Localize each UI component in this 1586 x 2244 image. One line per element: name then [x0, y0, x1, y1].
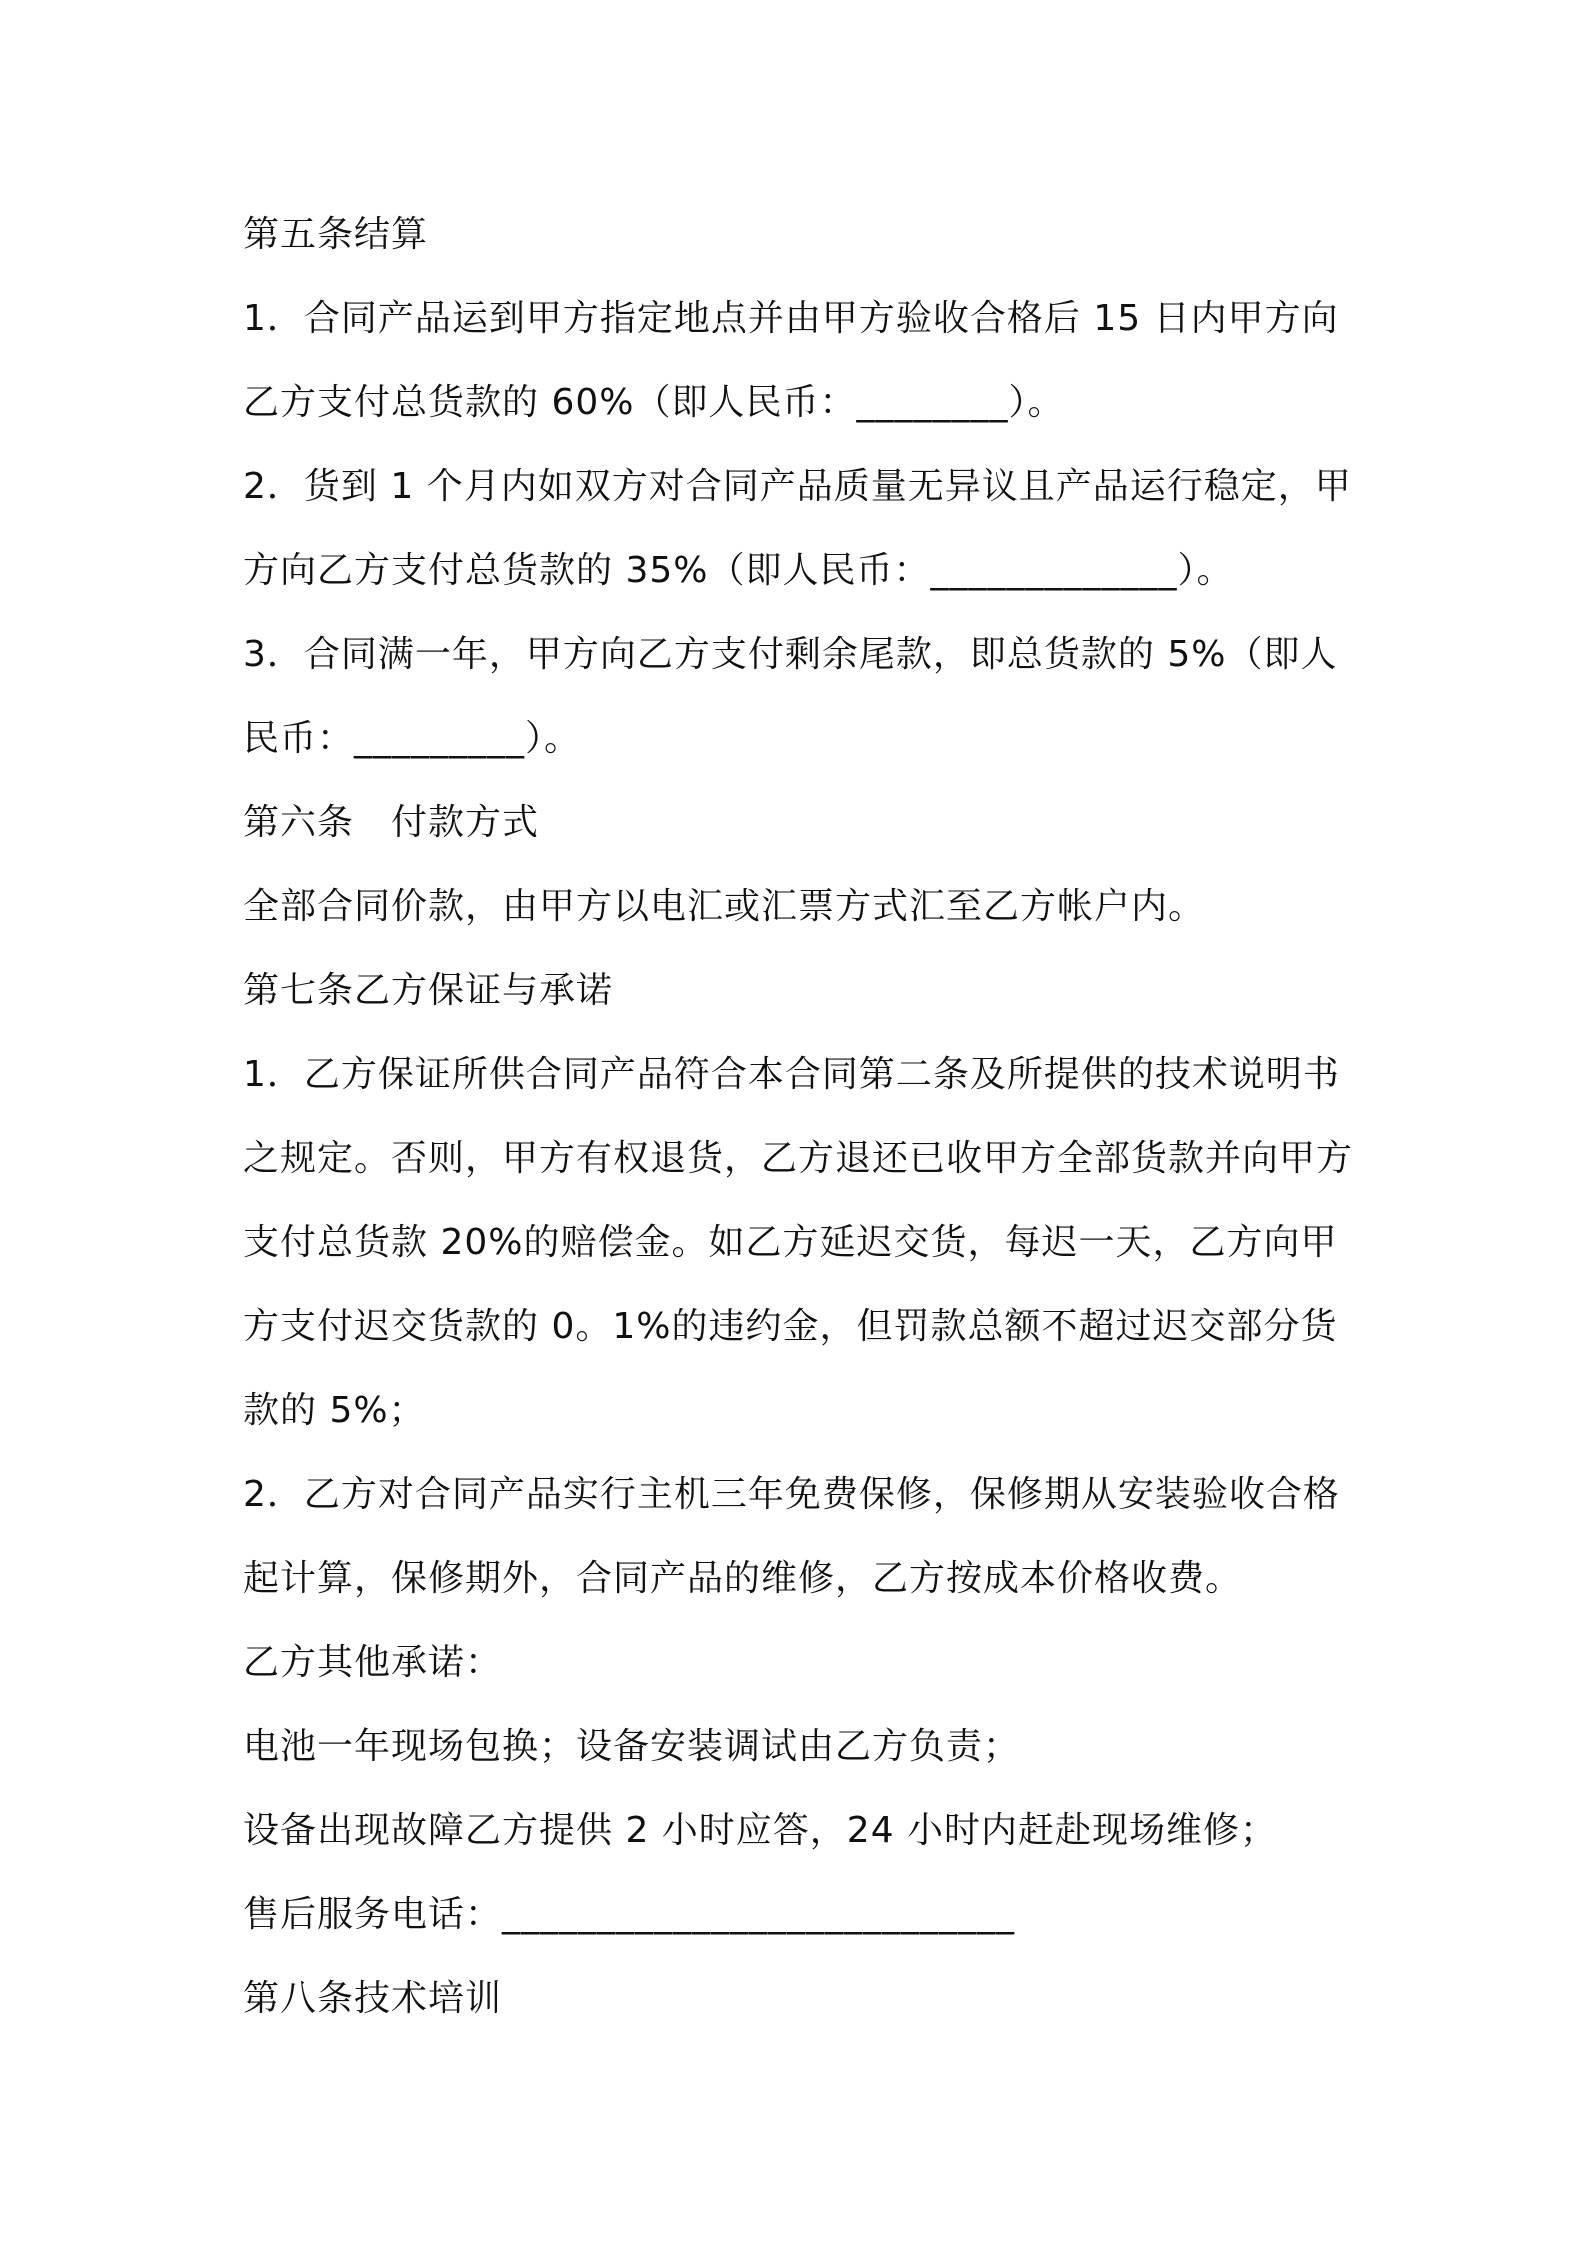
article-5-item-2-line-2: 方向乙方支付总货款的 35%（即人民币：_____________）。 [243, 550, 1234, 591]
article-8-heading: 第八条技术培训 [243, 1978, 503, 2019]
article-6-heading: 第六条 付款方式 [243, 802, 540, 843]
other-commitments-heading: 乙方其他承诺： [243, 1642, 503, 1683]
article-7-item-2-line-1: 2．乙方对合同产品实行主机三年免费保修，保修期从安装验收合格 [243, 1474, 1340, 1515]
service-phone: 售后服务电话：___________________________ [243, 1894, 1016, 1935]
article-7-item-1-line-4: 方支付迟交货款的 0。1%的违约金，但罚款总额不超过迟交部分货 [243, 1306, 1338, 1347]
article-7-item-1-line-3: 支付总货款 20%的赔偿金。如乙方延迟交货，每迟一天，乙方向甲 [243, 1222, 1338, 1263]
article-7-heading: 第七条乙方保证与承诺 [243, 970, 614, 1011]
article-5-item-1-line-1: 1．合同产品运到甲方指定地点并由甲方验收合格后 15 日内甲方向 [243, 298, 1339, 339]
article-5-item-3-line-2: 民币：_________）。 [243, 718, 582, 759]
article-5-item-2-line-1: 2．货到 1 个月内如双方对合同产品质量无异议且产品运行稳定，甲 [243, 466, 1352, 507]
article-5-item-3-line-1: 3．合同满一年，甲方向乙方支付剩余尾款，即总货款的 5%（即人 [243, 634, 1338, 675]
article-7-item-1-line-2: 之规定。否则，甲方有权退货，乙方退还已收甲方全部货款并向甲方 [243, 1138, 1354, 1179]
commitment-response: 设备出现故障乙方提供 2 小时应答，24 小时内赶赴现场维修； [243, 1810, 1278, 1851]
article-7-item-1-line-1: 1．乙方保证所供合同产品符合本合同第二条及所提供的技术说明书 [243, 1054, 1340, 1095]
article-5-item-1-line-2: 乙方支付总货款的 60%（即人民币：________）。 [243, 382, 1065, 423]
article-7-item-1-line-5: 款的 5%； [243, 1390, 426, 1431]
commitment-battery: 电池一年现场包换；设备安装调试由乙方负责； [243, 1726, 1021, 1767]
article-6-text: 全部合同价款，由甲方以电汇或汇票方式汇至乙方帐户内。 [243, 886, 1206, 927]
article-7-item-2-line-2: 起计算，保修期外，合同产品的维修，乙方按成本价格收费。 [243, 1558, 1243, 1599]
article-5-heading: 第五条结算 [243, 214, 429, 255]
document-body [243, 193, 1363, 2041]
